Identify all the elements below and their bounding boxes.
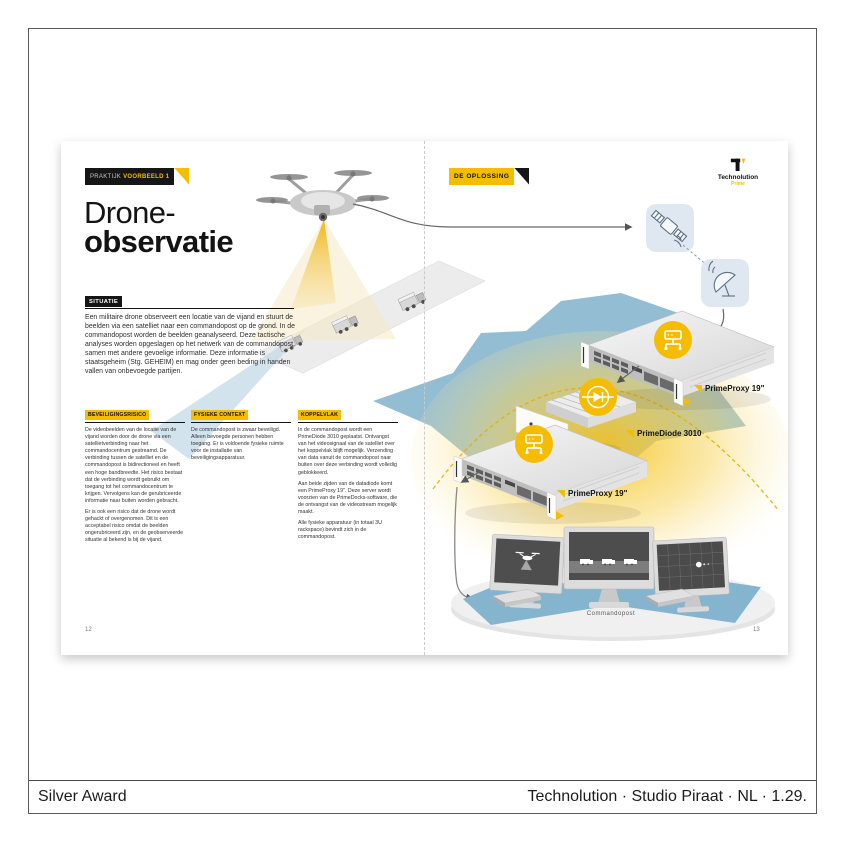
server-network-icon <box>654 321 692 359</box>
drone-icon <box>256 170 389 221</box>
label-marker-icon <box>694 385 702 393</box>
logo-sub: Prime <box>731 181 745 187</box>
page-number-right: 13 <box>753 627 760 633</box>
page-number-left: 12 <box>85 627 92 633</box>
column-paragraph: In de commandopost wordt een PrimeDiode 3010 geplaatst. Ontvangst van het videosignaal van de satelliet over het koppelvlak blijft mogelijk. Verzending van data vanuit de commandopost naar buiten over deze verbinding wordt volledig geblokkeerd. <box>298 427 397 476</box>
label-primeproxy-1 <box>694 384 764 393</box>
column-label: BEVEILIGINGSRISICO <box>85 410 149 420</box>
satellite-panel <box>646 204 694 252</box>
logo-name: Technolution <box>717 174 759 181</box>
column-label: KOPPELVLAK <box>298 410 341 420</box>
label-marker-icon <box>626 430 634 438</box>
de-oplossing-badge <box>449 168 529 185</box>
column-label: FYSIEKE CONTEXT <box>191 410 248 420</box>
column-rule <box>85 422 185 423</box>
label-marker-icon <box>557 490 565 498</box>
showcase-frame <box>28 28 817 814</box>
column-beveiligingsrisico <box>85 403 185 545</box>
technolution-logo <box>706 158 770 187</box>
server-network-icon <box>515 425 553 463</box>
column-paragraph: Er is ook een risico dat de drone wordt gehackt of overgenomen. Dit is een acceptabel risico omdat de beelden ongerubriceerd zijn, en de geobserveerde situatie al bekend is bij de vijand. <box>85 509 184 544</box>
technolution-logo-mark <box>730 158 747 173</box>
praktijkvoorbeeld-badge <box>85 168 189 185</box>
footer-bar <box>29 780 816 813</box>
commandopost-caption: Commandopost <box>586 611 636 617</box>
badge-corner-triangle <box>514 168 529 185</box>
column-fysieke-context <box>191 403 291 462</box>
device-name: PrimeProxy 19" <box>568 489 628 498</box>
badge-corner-triangle <box>174 168 189 185</box>
monitor-trucks-view <box>569 559 649 573</box>
situatie-label: SITUATIE <box>85 296 122 307</box>
column-paragraph: De commandopost is zwaar beveiligd. Alleen bevoegde personen hebben toegang. Er is voldoende fysieke ruimte voor de installatie van beveiligingsapparatuur. <box>191 427 284 462</box>
diode-icon <box>579 378 617 416</box>
page-title <box>84 195 234 259</box>
column-koppelvlak <box>298 403 398 541</box>
column-paragraph: De videobeelden van de locatie van de vijand worden door de drone via een satellietverbinding naar het commandocentrum gestreamd. De verbinding tussen de satelliet en de commandopost is bidirectioneel en heeft een hoge bandbreedte. Het risico bestaat dat de verbinding wordt gebruikt om toegang tot het commandocentrum te krijgen. Vervolgens kan de gerubriceerde informatie naar buiten worden gebracht. <box>85 427 183 504</box>
bird-icon <box>463 292 475 295</box>
signal-path <box>353 204 631 227</box>
situatie-rule <box>85 308 294 309</box>
dish-panel <box>701 259 749 307</box>
column-paragraph: Alle fysieke apparatuur (in totaal 3U rackspace) bevindt zich in de commandopost. <box>298 520 382 541</box>
spread-spine <box>424 141 425 655</box>
badge-highlight: VOORBEELD 1 <box>123 173 170 180</box>
badge-text: DE OPLOSSING <box>449 168 514 185</box>
device-name: PrimeProxy 19" <box>705 384 765 393</box>
column-paragraph: Aan beide zijden van de datadiode komt een PrimeProxy 19". Deze server wordt voorzien van de PrimeDocks-software, die de ontvangst van de videostream mogelijk maakt. <box>298 480 398 516</box>
credits-label: Technolution · Studio Piraat · NL · 1.29. <box>527 788 807 805</box>
title-line-1: Drone- <box>84 195 176 230</box>
column-rule <box>298 422 398 423</box>
badge-text <box>85 168 174 185</box>
badge-prefix: PRAKTIJK <box>90 173 122 180</box>
award-label: Silver Award <box>38 788 127 805</box>
device-name: PrimeDiode 3010 <box>637 429 702 438</box>
bird-icon <box>442 320 454 323</box>
title-line-2: observatie <box>84 224 234 259</box>
situatie-text: Een militaire drone observeert een locatie van de vijand en stuurt de beelden via een satelliet naar een commandopost op de grond. In de commandopost worden de beelden geanalyseerd. Deze tactische analyses worden opgeslagen op het netwerk van de commandopost, samen met andere gevoelige informatie. Deze informatie is staatsgeheim (Stg. GEHEIM) en mag onder geen beding in handen vallen van onbevoegde partijen. <box>85 314 295 375</box>
column-rule <box>191 422 291 423</box>
label-primediode <box>626 429 701 438</box>
label-primeproxy-2 <box>557 489 627 498</box>
brochure-spread <box>61 141 788 655</box>
